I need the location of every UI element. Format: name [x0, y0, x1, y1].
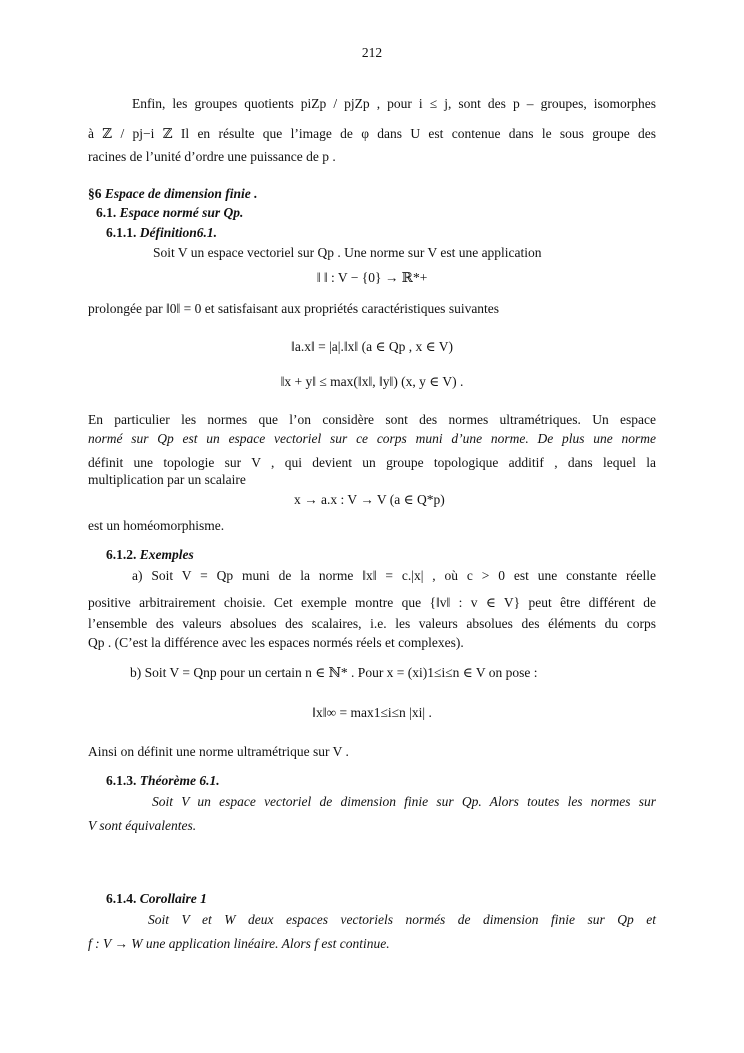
intro-line-1: Enfin, les groupes quotients piZp / pjZp , pour i ≤ j, sont des p – groupes, isomorphes [132, 96, 656, 111]
example-b-line-1: b) Soit V = Qnp pour un certain n ∈ ℕ* . Pour x = (xi)1≤i≤n ∈ V on pose : [130, 665, 538, 680]
theorem-line-1: Soit V un espace vectoriel de dimension finie sur Qp. Alors toutes les normes sur [152, 794, 656, 809]
paragraph-line-3: définit une topologie sur V , qui devient un groupe topologique additif , dans lequel la [88, 455, 656, 470]
subsection-6-1-title: Espace normé sur Qp. [119, 205, 244, 220]
corollary-title: Corollaire 1 [139, 891, 207, 906]
examples-title: Exemples [139, 547, 194, 562]
theorem-line-2: V sont équivalentes. [88, 818, 197, 833]
example-a-line-3: l’ensemble des valeurs absolues des scalaires, i.e. les valeurs absolues des éléments du corps [88, 616, 656, 631]
corollary-line-2: f : V → W une application linéaire. Alors f est continue. [88, 936, 390, 951]
scalar-multiplication-formula: x → a.x : V → V (a ∈ Q*p) [294, 492, 445, 507]
section-6-title: Espace de dimension finie . [104, 186, 258, 201]
corollary-number: 6.1.4. [106, 891, 137, 906]
norm-property-1: ‖a.x‖ = |a|.‖x‖ (a ∈ Qp , x ∈ V) [291, 339, 453, 354]
norm-property-2: ‖x + y‖ ≤ max(‖x‖, ‖y‖) (x, y ∈ V) . [280, 374, 464, 389]
definition-6-1-heading [106, 224, 217, 241]
example-a-line-4: Qp . (C’est la différence avec les espaces normés réels et complexes). [88, 635, 464, 650]
definition-line-1: Soit V un espace vectoriel sur Qp . Une norme sur V est une application [153, 245, 542, 260]
examples-number: 6.1.2. [106, 547, 137, 562]
corollary-1-heading [106, 890, 207, 907]
examples-heading [106, 546, 194, 563]
paragraph-line-1: En particulier les normes que l’on considère sont des normes ultramétriques. Un espace [88, 412, 656, 427]
theorem-number: 6.1.3. [106, 773, 137, 788]
subsection-6-1-heading [96, 204, 243, 221]
intro-line-3: racines de l’unité d’ordre une puissance de p . [88, 149, 336, 164]
example-a-line-1: a) Soit V = Qp muni de la norme ‖x‖ = c.|x| , où c > 0 est une constante réelle [132, 568, 656, 583]
section-6-heading [88, 185, 258, 202]
theorem-title: Théorème 6.1. [139, 773, 220, 788]
page-number: 212 [361, 45, 383, 60]
example-a-line-2: positive arbitrairement choisie. Cet exemple montre que {‖v‖ : v ∈ V} peut être différent de [88, 595, 656, 610]
theorem-6-1-heading [106, 772, 220, 789]
paragraph-line-4: multiplication par un scalaire [88, 472, 246, 487]
example-b-line-2: Ainsi on définit une norme ultramétrique sur V . [88, 744, 349, 759]
definition-line-2: prolongée par ‖0‖ = 0 et satisfaisant aux propriétés caractéristiques suivantes [88, 301, 500, 316]
subsection-6-1-number: 6.1. [96, 205, 117, 220]
norm-map-formula: ‖ ‖ : V − {0} → ℝ*+ [316, 270, 428, 285]
intro-line-2: à ℤ / pj−i ℤ Il en résulte que l’image de φ dans U est contenue dans le sous groupe des [88, 126, 656, 141]
paragraph-line-2: normé sur Qp est un espace vectoriel sur ce corps muni d’une norme. De plus une norme [88, 431, 656, 446]
corollary-line-1: Soit V et W deux espaces vectoriels normés de dimension finie sur Qp et [148, 912, 656, 927]
definition-title: Définition6.1. [139, 225, 218, 240]
sup-norm-formula: ‖x‖∞ = max1≤i≤n |xi| . [312, 705, 432, 720]
definition-number: 6.1.1. [106, 225, 137, 240]
paragraph-line-5: est un homéomorphisme. [88, 518, 225, 533]
section-6-number: §6 [88, 186, 102, 201]
